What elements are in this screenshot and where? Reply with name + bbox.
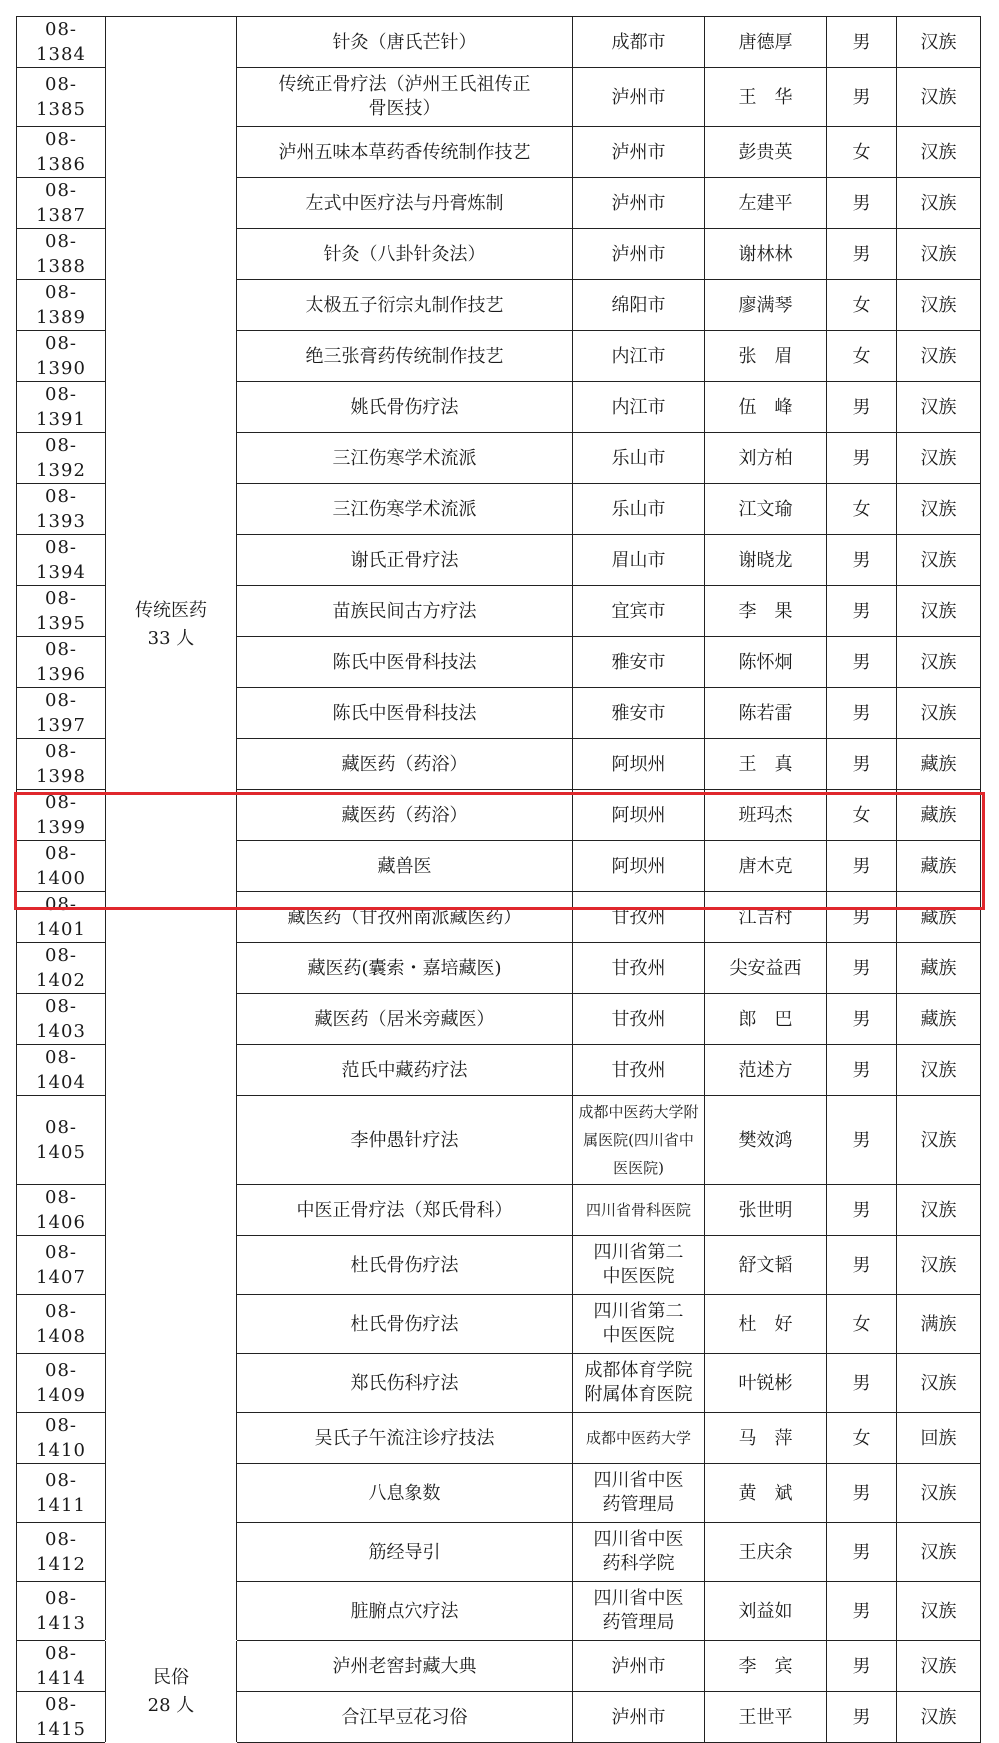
ethnicity-cell: 藏族 xyxy=(897,790,981,841)
gender-cell: 男 xyxy=(827,739,897,790)
name-cell: 舒文韬 xyxy=(705,1236,827,1295)
gender-cell: 男 xyxy=(827,1641,897,1692)
project-cell: 郑氏伤科疗法 xyxy=(237,1354,573,1413)
code-cell: 08-1396 xyxy=(17,637,106,688)
project-cell: 吴氏子午流注诊疗技法 xyxy=(237,1413,573,1464)
project-cell: 泸州五味本草药香传统制作技艺 xyxy=(237,127,573,178)
region-cell: 泸州市 xyxy=(573,229,705,280)
project-cell: 陈氏中医骨科技法 xyxy=(237,637,573,688)
gender-cell: 女 xyxy=(827,790,897,841)
name-cell: 彭贵英 xyxy=(705,127,827,178)
project-cell: 泸州老窖封藏大典 xyxy=(237,1641,573,1692)
code-cell: 08-1397 xyxy=(17,688,106,739)
name-cell: 陈若雷 xyxy=(705,688,827,739)
code-cell: 08-1398 xyxy=(17,739,106,790)
gender-cell: 男 xyxy=(827,1582,897,1641)
project-cell: 姚氏骨伤疗法 xyxy=(237,382,573,433)
gender-cell: 男 xyxy=(827,535,897,586)
project-cell: 杜氏骨伤疗法 xyxy=(237,1236,573,1295)
ethnicity-cell: 汉族 xyxy=(897,1354,981,1413)
name-cell: 张 眉 xyxy=(705,331,827,382)
name-cell: 王世平 xyxy=(705,1692,827,1743)
code-cell: 08-1400 xyxy=(17,841,106,892)
ethnicity-cell: 汉族 xyxy=(897,1582,981,1641)
gender-cell: 女 xyxy=(827,331,897,382)
ethnicity-cell: 汉族 xyxy=(897,17,981,68)
code-cell: 08-1403 xyxy=(17,994,106,1045)
ethnicity-cell: 汉族 xyxy=(897,1236,981,1295)
region-cell: 宜宾市 xyxy=(573,586,705,637)
project-cell: 苗族民间古方疗法 xyxy=(237,586,573,637)
gender-cell: 男 xyxy=(827,1045,897,1096)
ethnicity-cell: 汉族 xyxy=(897,484,981,535)
name-cell: 江吉村 xyxy=(705,892,827,943)
gender-cell: 男 xyxy=(827,178,897,229)
region-cell: 成都市 xyxy=(573,17,705,68)
name-cell: 陈怀炯 xyxy=(705,637,827,688)
category-cell-folk xyxy=(106,1641,237,1743)
name-cell: 杜 好 xyxy=(705,1295,827,1354)
name-cell: 王 真 xyxy=(705,739,827,790)
region-cell: 成都中医药大学附属医院(四川省中医医院) xyxy=(573,1096,705,1185)
ethnicity-cell: 藏族 xyxy=(897,841,981,892)
code-cell: 08-1393 xyxy=(17,484,106,535)
category-count: 33 人 xyxy=(147,628,195,649)
project-cell: 太极五子衍宗丸制作技艺 xyxy=(237,280,573,331)
project-cell: 传统正骨疗法（泸州王氏祖传正骨医技） xyxy=(237,68,573,127)
region-cell: 成都中医药大学 xyxy=(573,1413,705,1464)
gender-cell: 男 xyxy=(827,229,897,280)
code-cell: 08-1387 xyxy=(17,178,106,229)
ethnicity-cell: 汉族 xyxy=(897,382,981,433)
code-cell: 08-1409 xyxy=(17,1354,106,1413)
name-cell: 李 宾 xyxy=(705,1641,827,1692)
table-row xyxy=(17,1641,981,1692)
code-cell: 08-1404 xyxy=(17,1045,106,1096)
code-cell: 08-1411 xyxy=(17,1464,106,1523)
project-cell: 藏医药（甘孜州南派藏医药） xyxy=(237,892,573,943)
ethnicity-cell: 藏族 xyxy=(897,994,981,1045)
code-cell: 08-1392 xyxy=(17,433,106,484)
ethnicity-cell: 汉族 xyxy=(897,1096,981,1185)
gender-cell: 女 xyxy=(827,484,897,535)
name-cell: 谢林林 xyxy=(705,229,827,280)
region-cell: 四川省中医药管理局 xyxy=(573,1582,705,1641)
project-cell: 谢氏正骨疗法 xyxy=(237,535,573,586)
name-cell: 谢晓龙 xyxy=(705,535,827,586)
ethnicity-cell: 藏族 xyxy=(897,892,981,943)
ethnicity-cell: 汉族 xyxy=(897,229,981,280)
gender-cell: 男 xyxy=(827,892,897,943)
gender-cell: 男 xyxy=(827,943,897,994)
ethnicity-cell: 汉族 xyxy=(897,331,981,382)
gender-cell: 男 xyxy=(827,688,897,739)
gender-cell: 男 xyxy=(827,994,897,1045)
project-cell: 范氏中藏药疗法 xyxy=(237,1045,573,1096)
ethnicity-cell: 汉族 xyxy=(897,178,981,229)
code-cell: 08-1412 xyxy=(17,1523,106,1582)
name-cell: 樊效鸿 xyxy=(705,1096,827,1185)
project-cell: 三江伤寒学术流派 xyxy=(237,433,573,484)
code-cell: 08-1414 xyxy=(17,1641,106,1692)
ethnicity-cell: 汉族 xyxy=(897,1464,981,1523)
ethnicity-cell: 汉族 xyxy=(897,1692,981,1743)
gender-cell: 男 xyxy=(827,382,897,433)
name-cell: 左建平 xyxy=(705,178,827,229)
category-name: 传统医药 xyxy=(135,600,207,621)
name-cell: 张世明 xyxy=(705,1185,827,1236)
region-cell: 乐山市 xyxy=(573,484,705,535)
region-cell: 内江市 xyxy=(573,382,705,433)
region-cell: 四川省第二中医医院 xyxy=(573,1236,705,1295)
code-cell: 08-1399 xyxy=(17,790,106,841)
code-cell: 08-1402 xyxy=(17,943,106,994)
name-cell: 唐德厚 xyxy=(705,17,827,68)
gender-cell: 男 xyxy=(827,1464,897,1523)
ethnicity-cell: 藏族 xyxy=(897,739,981,790)
region-cell: 泸州市 xyxy=(573,127,705,178)
table-body xyxy=(17,17,981,1743)
name-cell: 廖满琴 xyxy=(705,280,827,331)
ethnicity-cell: 汉族 xyxy=(897,637,981,688)
region-cell: 内江市 xyxy=(573,331,705,382)
ethnicity-cell: 回族 xyxy=(897,1413,981,1464)
name-cell: 尖安益西 xyxy=(705,943,827,994)
project-cell: 三江伤寒学术流派 xyxy=(237,484,573,535)
name-cell: 黄 斌 xyxy=(705,1464,827,1523)
region-cell: 泸州市 xyxy=(573,178,705,229)
gender-cell: 男 xyxy=(827,68,897,127)
name-cell: 王庆余 xyxy=(705,1523,827,1582)
code-cell: 08-1395 xyxy=(17,586,106,637)
region-cell: 雅安市 xyxy=(573,637,705,688)
code-cell: 08-1391 xyxy=(17,382,106,433)
gender-cell: 男 xyxy=(827,586,897,637)
project-cell: 八息象数 xyxy=(237,1464,573,1523)
code-cell: 08-1407 xyxy=(17,1236,106,1295)
code-cell: 08-1401 xyxy=(17,892,106,943)
region-cell: 乐山市 xyxy=(573,433,705,484)
region-cell: 阿坝州 xyxy=(573,841,705,892)
ethnicity-cell: 汉族 xyxy=(897,68,981,127)
project-cell: 藏医药（药浴） xyxy=(237,739,573,790)
name-cell: 马 萍 xyxy=(705,1413,827,1464)
name-cell: 李 果 xyxy=(705,586,827,637)
name-cell: 郎 巴 xyxy=(705,994,827,1045)
region-cell: 甘孜州 xyxy=(573,943,705,994)
ethnicity-cell: 汉族 xyxy=(897,1185,981,1236)
region-cell: 四川省第二中医医院 xyxy=(573,1295,705,1354)
gender-cell: 女 xyxy=(827,127,897,178)
project-cell: 藏医药（药浴） xyxy=(237,790,573,841)
ethnicity-cell: 汉族 xyxy=(897,1523,981,1582)
gender-cell: 女 xyxy=(827,280,897,331)
project-cell: 针灸（唐氏芒针） xyxy=(237,17,573,68)
code-cell: 08-1390 xyxy=(17,331,106,382)
region-cell: 四川省中医药科学院 xyxy=(573,1523,705,1582)
gender-cell: 男 xyxy=(827,637,897,688)
gender-cell: 女 xyxy=(827,1295,897,1354)
ethnicity-cell: 满族 xyxy=(897,1295,981,1354)
region-cell: 阿坝州 xyxy=(573,790,705,841)
project-cell: 针灸（八卦针灸法） xyxy=(237,229,573,280)
gender-cell: 男 xyxy=(827,1523,897,1582)
name-cell: 江文瑜 xyxy=(705,484,827,535)
project-cell: 李仲愚针疗法 xyxy=(237,1096,573,1185)
project-cell: 合江早豆花习俗 xyxy=(237,1692,573,1743)
name-cell: 唐木克 xyxy=(705,841,827,892)
gender-cell: 男 xyxy=(827,433,897,484)
name-cell: 叶锐彬 xyxy=(705,1354,827,1413)
code-cell: 08-1406 xyxy=(17,1185,106,1236)
gender-cell: 男 xyxy=(827,841,897,892)
code-cell: 08-1394 xyxy=(17,535,106,586)
code-cell: 08-1389 xyxy=(17,280,106,331)
region-cell: 阿坝州 xyxy=(573,739,705,790)
project-cell: 绝三张膏药传统制作技艺 xyxy=(237,331,573,382)
region-cell: 四川省中医药管理局 xyxy=(573,1464,705,1523)
ethnicity-cell: 汉族 xyxy=(897,280,981,331)
region-cell: 雅安市 xyxy=(573,688,705,739)
region-cell: 泸州市 xyxy=(573,1641,705,1692)
project-cell: 脏腑点穴疗法 xyxy=(237,1582,573,1641)
gender-cell: 男 xyxy=(827,17,897,68)
ethnicity-cell: 汉族 xyxy=(897,127,981,178)
gender-cell: 男 xyxy=(827,1096,897,1185)
region-cell: 泸州市 xyxy=(573,68,705,127)
name-cell: 班玛杰 xyxy=(705,790,827,841)
region-cell: 甘孜州 xyxy=(573,1045,705,1096)
category-name: 民俗 xyxy=(153,1666,189,1688)
gender-cell: 男 xyxy=(827,1185,897,1236)
gender-cell: 男 xyxy=(827,1236,897,1295)
code-cell: 08-1405 xyxy=(17,1096,106,1185)
table-row xyxy=(17,17,981,68)
category-count: 28 人 xyxy=(147,1694,195,1716)
name-cell: 伍 峰 xyxy=(705,382,827,433)
code-cell: 08-1415 xyxy=(17,1692,106,1743)
project-cell: 杜氏骨伤疗法 xyxy=(237,1295,573,1354)
project-cell: 中医正骨疗法（郑氏骨科） xyxy=(237,1185,573,1236)
gender-cell: 女 xyxy=(827,1413,897,1464)
project-cell: 藏兽医 xyxy=(237,841,573,892)
gender-cell: 男 xyxy=(827,1692,897,1743)
project-cell: 筋经导引 xyxy=(237,1523,573,1582)
category-cell-tcm xyxy=(106,17,237,1641)
code-cell: 08-1384 xyxy=(17,17,106,68)
code-cell: 08-1410 xyxy=(17,1413,106,1464)
ethnicity-cell: 汉族 xyxy=(897,1045,981,1096)
region-cell: 眉山市 xyxy=(573,535,705,586)
project-cell: 藏医药(囊索・嘉培藏医) xyxy=(237,943,573,994)
inheritor-table xyxy=(16,16,981,1743)
code-cell: 08-1386 xyxy=(17,127,106,178)
code-cell: 08-1388 xyxy=(17,229,106,280)
region-cell: 甘孜州 xyxy=(573,994,705,1045)
region-cell: 绵阳市 xyxy=(573,280,705,331)
code-cell: 08-1413 xyxy=(17,1582,106,1641)
name-cell: 王 华 xyxy=(705,68,827,127)
ethnicity-cell: 汉族 xyxy=(897,1641,981,1692)
code-cell: 08-1408 xyxy=(17,1295,106,1354)
name-cell: 刘方柏 xyxy=(705,433,827,484)
region-cell: 甘孜州 xyxy=(573,892,705,943)
ethnicity-cell: 汉族 xyxy=(897,535,981,586)
project-cell: 藏医药（居米旁藏医） xyxy=(237,994,573,1045)
project-cell: 左式中医疗法与丹膏炼制 xyxy=(237,178,573,229)
ethnicity-cell: 藏族 xyxy=(897,943,981,994)
region-cell: 四川省骨科医院 xyxy=(573,1185,705,1236)
ethnicity-cell: 汉族 xyxy=(897,586,981,637)
region-cell: 成都体育学院附属体育医院 xyxy=(573,1354,705,1413)
project-cell: 陈氏中医骨科技法 xyxy=(237,688,573,739)
code-cell: 08-1385 xyxy=(17,68,106,127)
region-cell: 泸州市 xyxy=(573,1692,705,1743)
name-cell: 范述方 xyxy=(705,1045,827,1096)
name-cell: 刘益如 xyxy=(705,1582,827,1641)
gender-cell: 男 xyxy=(827,1354,897,1413)
ethnicity-cell: 汉族 xyxy=(897,433,981,484)
ethnicity-cell: 汉族 xyxy=(897,688,981,739)
